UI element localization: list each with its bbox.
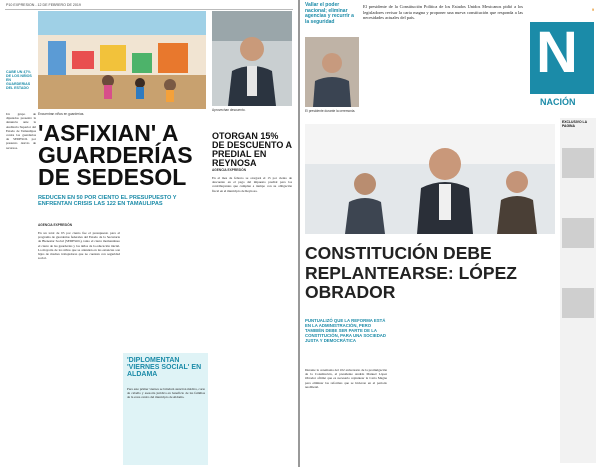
viernes-social-body: Para este primer viernes se brindará atención médica, corte de cabello y asesoría jurídica en beneficio de las familias de la zona centro del municipio de Aldama.: [127, 387, 205, 400]
side-photo-caption: Aprovechan descuento.: [212, 108, 246, 112]
section-header: [530, 8, 594, 12]
page-gutter: [298, 0, 300, 467]
right-rail: [560, 118, 596, 463]
right-top-kicker: Vallar el poder nacional; eliminar agencias y recurrir a la seguridad: [305, 2, 354, 25]
official-photo: [212, 11, 292, 106]
rail-thumb-3: [562, 288, 594, 318]
left-kicker: CABE UN 47% DE LOS NIÑOS EN GUARDERIAS DEL ESTADO: [6, 70, 32, 90]
rail-thumb-2: [562, 218, 594, 248]
lopez-obrador-photo: [305, 124, 555, 234]
left-kicker-box: [6, 70, 36, 90]
rail-title: EXCLUSIVO LA PAGINA: [562, 120, 587, 129]
predial-byline: AGENCIA EXPRESIÓN: [212, 168, 247, 172]
main-headline-left: 'ASFIXIAN' A GUARDERÍAS DE SEDESOL: [38, 120, 193, 190]
left-byline: AGENCIA EXPRESIÓN: [38, 223, 73, 227]
section-name: NACIÓN: [540, 97, 576, 107]
viernes-social-title: 'DIPLOMENTAN 'VIERNES SOCIAL' EN ALDAMA: [127, 357, 202, 378]
right-body-col3: [477, 318, 557, 464]
viernes-social-box: [123, 353, 208, 465]
left-sidebar-text: Un grupo de diputados presentó la denuncia ante la Auditoría Superior del Estado de Tamaulipas contra las guarderías de SEDESOL por presunto desvío de recursos.: [6, 112, 36, 150]
rail-thumb-1: [562, 148, 594, 178]
main-headline-right: CONSTITUCIÓN DEBE REPLANTEARSE: LÓPEZ OBRADOR: [305, 243, 517, 302]
left-body-col1: En un total de 65 por ciento fue el presupuesto para el programa de guarderías federales del Estado de la Secretaría de Bienestar Social (SEDESOL), tanto el cierre momentáneo el cierre de las guarderías y los niños de la educación inicial. La mayoría de los niños que se atienden en las estancias son hijos de madres trabajadoras que no cuentan con seguridad social.: [38, 231, 120, 261]
top-photo-caption: El presidente durante la ceremonia.: [305, 109, 356, 113]
left-deck: REDUCEN EN 50 POR CIENTO EL PRESUPUESTO Y ENFRENTAN CRISIS LAS 122 EN TAMAULIPAS: [38, 195, 177, 207]
section-letter: N: [536, 20, 578, 85]
right-body-col1: Durante la ceremonia del 102 aniversario de la promulgación de la Constitución, el presidente Andrés Manuel López Obrador afirmó que es necesario replantear la Carta Magna para eliminar las reformas que se hicieron en el periodo neoliberal.: [305, 368, 387, 389]
section-block: [530, 22, 594, 94]
right-top-text: El presidente de la Constitución Política de los Estados Unidos Mexicanos pidió a los legisladores revisar la carta magna y proponer una nueva constitución que responda a las necesidades actuales del país.: [363, 4, 523, 20]
predial-body: En el mes de febrero se otorgará el 15 por ciento de descuento en el pago del impuesto predial para los contribuyentes que cumplan a tiempo con su obligación fiscal en el municipio de Reynosa.: [212, 176, 292, 193]
left-folio: P10 EXPRESION - 12 DE FEBRERO DE 2019: [6, 3, 81, 7]
top-portrait-photo: [305, 37, 359, 107]
predial-headline: OTORGAN 15% DE DESCUENTO A PREDIAL EN REYNOSA: [212, 131, 292, 168]
top-rule-left: [5, 9, 293, 10]
left-body-col2: [123, 231, 205, 353]
right-deck: PUNTUALIZÓ QUE LA REFORMA ESTÁ EN LA ADMINISTRACIÓN, PERO TAMBIÉN DEBE SER PARTE DE LA CONSTITUCIÓN, PARA UNA SOCIEDAD JUSTA Y DEMOCRÁTICA: [305, 318, 387, 343]
right-folio: 9: [592, 8, 594, 12]
daycare-photo: [38, 11, 206, 109]
right-body-col2: [391, 318, 473, 464]
photo-caption: Encuentran niños en guarderías.: [38, 112, 85, 116]
